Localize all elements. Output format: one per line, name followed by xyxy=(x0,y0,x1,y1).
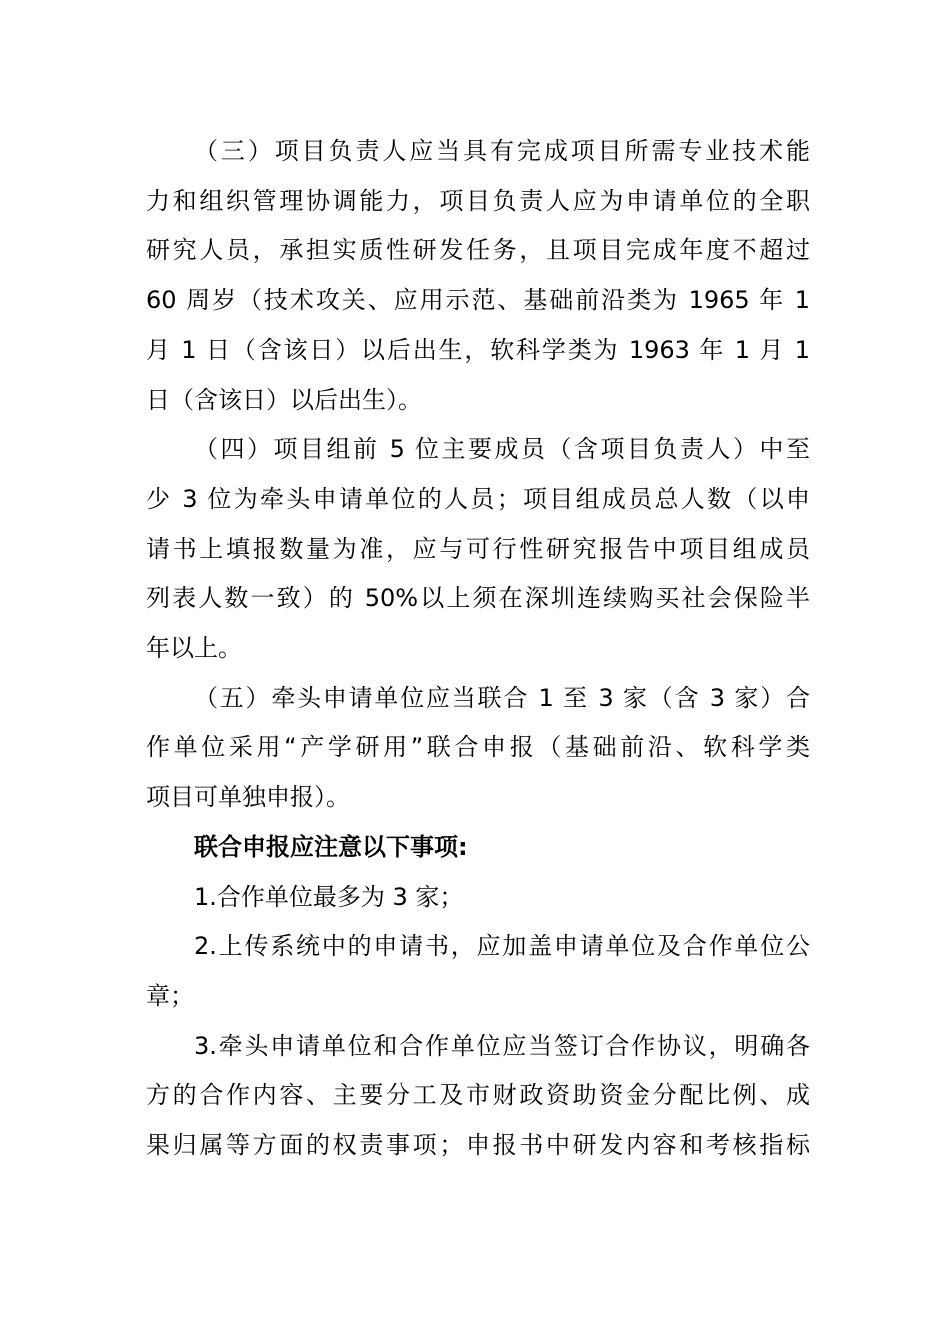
text-line: 请书上填报数量为准，应与可行性研究报告中项目组成员 xyxy=(146,534,810,563)
list-item-2 xyxy=(146,922,810,1021)
text-line: 少 3 位为牵头申请单位的人员；项目组成员总人数（以申 xyxy=(146,484,810,513)
text-line: 章； xyxy=(146,981,194,1010)
text-line: 3.牵头申请单位和合作单位应当签订合作协议，明确各 xyxy=(194,1031,810,1060)
text-line: 年以上。 xyxy=(146,634,242,663)
paragraph-5 xyxy=(146,674,810,823)
text-line: 日（含该日）以后出生）。 xyxy=(146,385,422,414)
text-line: 力和组织管理协调能力，项目负责人应为申请单位的全职 xyxy=(146,186,810,215)
text-line: 列表人数一致）的 50%以上须在深圳连续购买社会保险半 xyxy=(146,584,810,613)
paragraph-3 xyxy=(146,127,810,425)
text-line: （三）项目负责人应当具有完成项目所需专业技术能 xyxy=(194,137,810,165)
text-line: 项目可单独申报）。 xyxy=(146,783,350,812)
text-line: 2.上传系统中的申请书，应加盖申请单位及合作单位公 xyxy=(194,932,810,961)
text-line: 研究人员，承担实质性研发任务，且项目完成年度不超过 xyxy=(146,236,810,265)
text-line: 月 1 日（含该日）以后出生，软科学类为 1963 年 1 月 1 xyxy=(146,335,810,364)
text-line: 1.合作单位最多为 3 家； xyxy=(194,882,464,911)
list-item-1 xyxy=(146,873,810,923)
text-line: （五）牵头申请单位应当联合 1 至 3 家（含 3 家）合 xyxy=(194,683,810,712)
paragraph-4 xyxy=(146,425,810,674)
document-body xyxy=(146,127,810,1171)
text-line: 60 周岁（技术攻关、应用示范、基础前沿类为 1965 年 1 xyxy=(146,286,810,315)
section-heading xyxy=(146,823,810,873)
heading-text: 联合申报应注意以下事项: xyxy=(194,832,468,861)
text-line: （四）项目组前 5 位主要成员（含项目负责人）中至 xyxy=(194,435,810,464)
text-line: 方的合作内容、主要分工及市财政资助资金分配比例、成 xyxy=(146,1081,810,1110)
list-item-3 xyxy=(146,1022,810,1171)
text-line: 果归属等方面的权责事项；申报书中研发内容和考核指标 xyxy=(146,1131,810,1160)
text-line: 作单位采用“产学研用”联合申报（基础前沿、软科学类 xyxy=(146,733,810,762)
